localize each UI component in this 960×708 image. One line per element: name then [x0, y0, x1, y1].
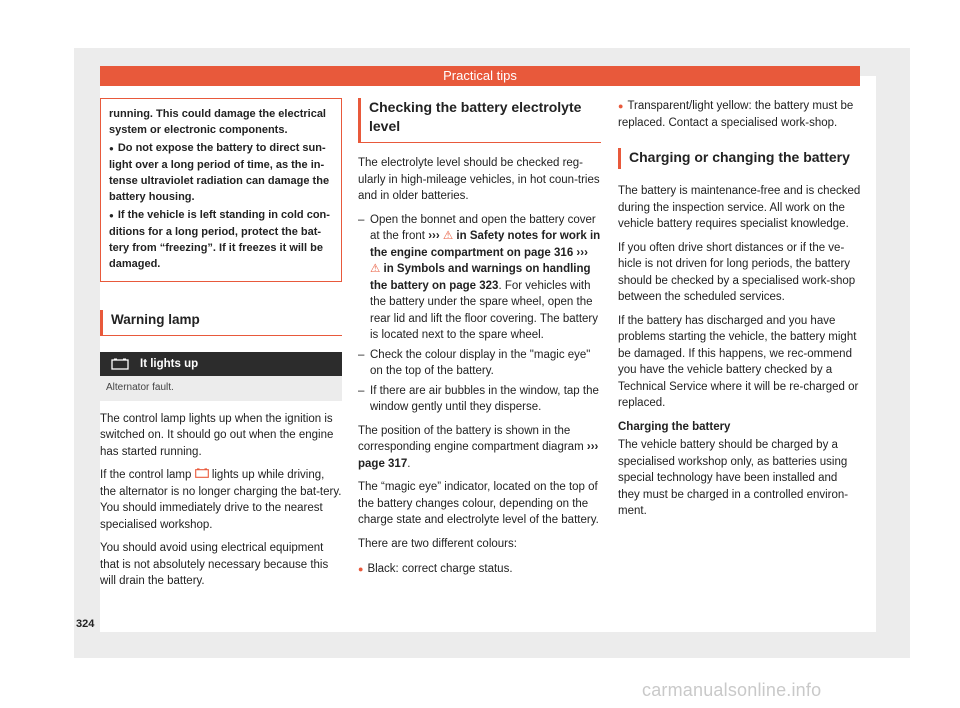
warning-box [100, 98, 342, 282]
section-header: Practical tips [100, 66, 860, 86]
bullet-icon: ● [109, 211, 114, 220]
watermark: carmanualsonline.info [642, 680, 822, 700]
list-item: ● Black: correct charge status. [358, 563, 513, 575]
paragraph: If the control lamp lights up while driving, the alternator is no longer charging the bat-tery. You should immediately drive to the nearest specialised workshop. [100, 469, 342, 531]
battery-icon [195, 469, 209, 481]
list-item: – Check the colour display in the "magic eye" on the top of the battery. [358, 348, 591, 377]
paragraph: The battery is maintenance-free and is checked during the inspection service. All work on the vehicle battery requires specialist knowledge. [618, 185, 861, 230]
warning-lamp-heading: Warning lamp [100, 310, 342, 336]
paragraph: The vehicle battery should be charged by a specialised workshop only, as batteries using special technology have been installed and they must be charged in a controlled environ-ment. [618, 439, 849, 517]
warning-item: ● If the vehicle is left standing in cold con-ditions for a long period, protect the bat-tery from “freezing”. If it freezes it will be damaged. [109, 209, 330, 270]
paragraph: There are two different colours: [358, 537, 517, 550]
subheading: Charging the battery [618, 420, 731, 433]
warning-triangle-icon: ⚠ [442, 230, 454, 242]
lamp-bar [100, 352, 342, 376]
paragraph: You should avoid using electrical equipment that is not absolutely necessary because this will drain the battery. [100, 542, 329, 587]
list-item: ● Transparent/light yellow: the battery must be replaced. Contact a specialised work-shop. [618, 100, 854, 129]
column-2 [358, 98, 601, 585]
warning-continued-text: running. This could damage the electrical system or electronic components. [109, 108, 326, 136]
paragraph: The electrolyte level should be checked reg-ularly in high-mileage vehicles, in hot coun-tries and in older batteries. [358, 157, 600, 202]
checking-heading: Checking the battery electrolyte level [358, 98, 601, 143]
bullet-icon: ● [358, 564, 364, 574]
list-item: – Open the bonnet and open the battery cover at the front ››› ⚠ in Safety notes for work in the engine compartment on page 316 ››› ⚠ in Symbols and warnings on handling the battery on page 323. For vehicles with the battery under the spare wheel, open the rear lid and lift the floor covering. The battery is located next to the spare wheel. [358, 213, 601, 341]
charging-heading: Charging or changing the battery [618, 148, 861, 169]
column-3 [618, 98, 861, 527]
paragraph: The position of the battery is shown in the corresponding engine compartment diagram ››› page 317. [358, 424, 599, 470]
bullet-icon: ● [618, 101, 624, 111]
paragraph: If the battery has discharged and you have problems starting the vehicle, the battery might be damaged. If this happens, we rec-ommend you have the vehicle battery checked by a Technical Service where it will be re-charged or replaced. [618, 314, 859, 409]
column-1 [100, 98, 342, 597]
lamp-description: Alternator fault. [100, 376, 342, 401]
page-link[interactable]: ››› page 317 [358, 441, 599, 470]
warning-item: ● Do not expose the battery to direct sun-light over a long period of time, as the in-tense ultraviolet radiation can damage the battery housing. [109, 142, 330, 203]
battery-icon [100, 358, 140, 370]
paragraph: The control lamp lights up when the ignition is switched on. It should go out when the engine has started running. [100, 412, 334, 458]
list-item: – If there are air bubbles in the window, tap the window gently until they disperse. [358, 384, 599, 413]
warning-triangle-icon: ⚠ [370, 263, 381, 275]
paragraph: The “magic eye” indicator, located on the top of the battery changes colour, depending on the charge state and electrolyte level of the battery. [358, 481, 599, 526]
paragraph: If you often drive short distances or if the ve-hicle is not driven for long periods, the battery should be checked by a specialised work-shop between the scheduled services. [618, 241, 856, 303]
page-number: 324 [76, 618, 95, 630]
lamp-label: It lights up [140, 357, 199, 370]
bullet-icon: ● [109, 144, 114, 153]
